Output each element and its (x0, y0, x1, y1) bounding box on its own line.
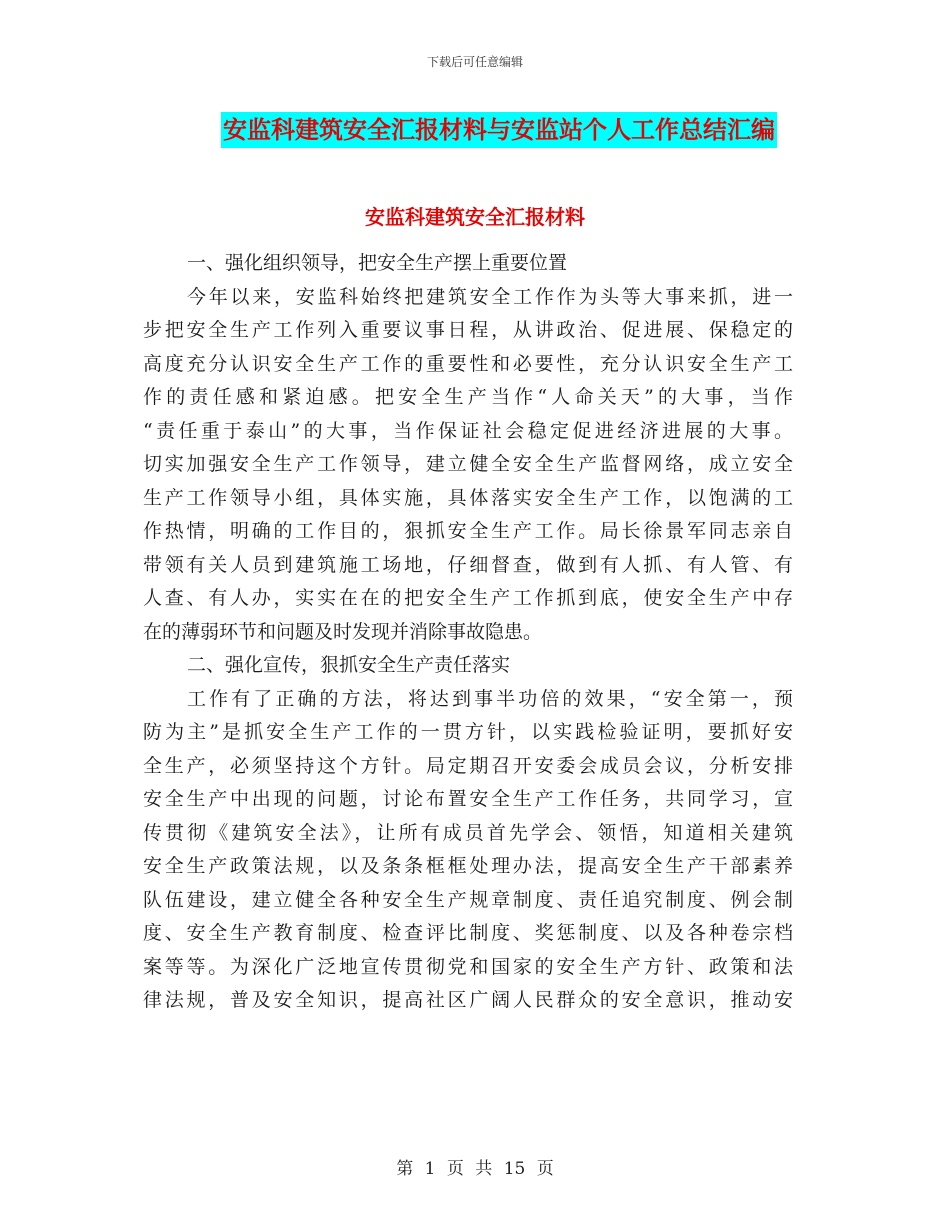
body-line: 案等等。为深化广泛地宣传贯彻党和国家的安全生产方针、政策和法 (143, 955, 793, 978)
body-line: 全生产，必须坚持这个方针。局定期召开安委会成员会议，分析安排 (143, 754, 793, 777)
body-line: 队伍建设，建立健全各种安全生产规章制度、责任追究制度、例会制 (143, 888, 793, 911)
body-line: 度、安全生产教育制度、检查评比制度、奖惩制度、以及各种卷宗档 (143, 922, 793, 944)
body-line: 安全生产政策法规，以及条条框框处理办法，提高安全生产干部素养 (143, 855, 793, 877)
header-note: 下载后可任意编辑 (426, 55, 523, 69)
body-line: 律法规，普及安全知识，提高社区广阔人民群众的安全意识，推动安 (143, 989, 793, 1011)
body-line: 高度充分认识安全生产工作的重要性和必要性，充分认识安全生产工 (143, 352, 793, 375)
body-line: 工作有了正确的方法，将达到事半功倍的效果，“安全第一，预 (187, 687, 793, 710)
section-heading: 二、强化宣传，狠抓安全生产责任落实 (187, 654, 511, 676)
body-line: 传贯彻《建筑安全法》，让所有成员首先学会、领悟，知道相关建筑 (143, 821, 793, 844)
doc-title: 安监科建筑安全汇报材料与安监站个人工作总结汇编 (221, 112, 777, 148)
doc-title-wrap (0, 112, 950, 148)
body-line: 作热情，明确的工作目的，狠抓安全生产工作。局长徐景军同志亲自 (143, 520, 793, 542)
body-line: 防为主”是抓安全生产工作的一贯方针，以实践检验证明，要抓好安 (143, 721, 793, 743)
body-line: 带领有关人员到建筑施工场地，仔细督查，做到有人抓、有人管、有 (143, 553, 793, 576)
body-line: 今年以来，安监科始终把建筑安全工作作为头等大事来抓，进一 (187, 285, 793, 308)
body-line: 作的责任感和紧迫感。把安全生产当作“人命关天”的大事，当作 (143, 386, 793, 408)
body-line: “责任重于泰山”的大事，当作保证社会稳定促进经济进展的大事。 (143, 419, 793, 442)
body-line: 安全生产中出现的问题，讨论布置安全生产工作任务，共同学习，宣 (143, 788, 793, 810)
section-heading: 一、强化组织领导，把安全生产摆上重要位置 (187, 252, 568, 274)
body-line: 人查、有人办，实实在在的把安全生产工作抓到底，使安全生产中存 (143, 587, 793, 609)
section-title: 安监科建筑安全汇报材料 (365, 205, 585, 229)
page-footer: 第 1 页 共 15 页 (396, 1159, 554, 1179)
body-line: 在的薄弱环节和问题及时发现并消除事故隐患。 (143, 620, 543, 643)
body-line: 步把安全生产工作列入重要议事日程，从讲政治、促进展、保稳定的 (143, 319, 793, 341)
body-line: 切实加强安全生产工作领导，建立健全安全生产监督网络，成立安全 (143, 453, 793, 475)
body-line: 生产工作领导小组，具体实施，具体落实安全生产工作，以饱满的工 (143, 486, 793, 509)
document-body (143, 247, 793, 1018)
